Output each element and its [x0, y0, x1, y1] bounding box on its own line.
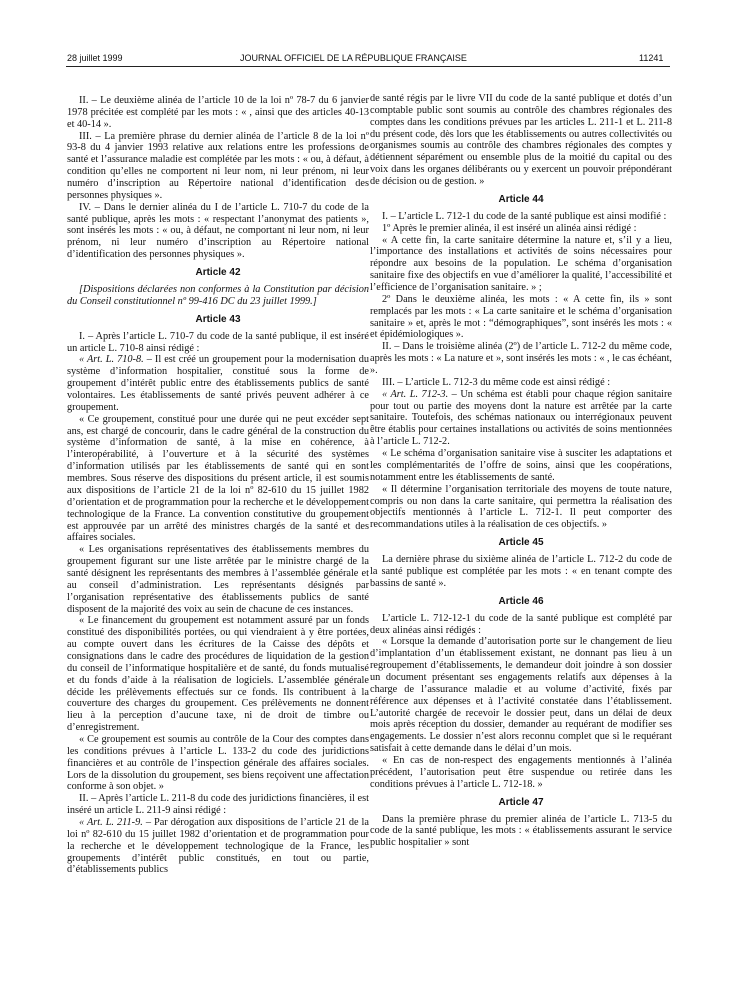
paragraph: II. – Dans le troisième alinéa (2º) de l’article L. 712-2 du même code, après les mots : « La nature et », sont insérés les mots : « , le cas échéant, ».	[370, 341, 672, 377]
paragraph: de santé régis par le livre VII du code de la santé publique et dotés d’un comptable public sont soumis au contrôle des chambres régionales des comptes dans les conditions prévues par les articles L. 211-1 et L. 211-8 du présent code, dès lors que les établissements ou autres collectivités ou organismes soumis au contrôle des chambres régionales des comptes y détiennent séparément ou ensemble plus de la moitié du capital ou des voix dans les organes délibérants ou y exercent un pouvoir prépondérant de décision ou de gestion. »	[370, 93, 672, 188]
article-heading: Article 42	[195, 267, 241, 279]
paragraph: I. – L’article L. 712-1 du code de la santé publique est ainsi modifié :	[382, 210, 667, 222]
paragraph: « A cette fin, la carte sanitaire détermine la nature et, s’il y a lieu, l’importance des installations et activités de soins nécessaires pour répondre aux besoins de la population. Le schéma d’organisation sanitaire fixe des objectifs en vue d’améliorer la qualité, l’accessibilité et l’efficience de l’organisation sanitaire. » ;	[370, 234, 672, 294]
paragraph: IV. – Dans le dernier alinéa du I de l’article L. 710-7 du code de la santé publique, après les mots : « respectant l’anonymat des patients », sont insérés les mots : « ou, à défaut, ne comportant ni leur nom, ni leur prénom, ni leur numéro d’inscription au Répertoire national d’identification des personnes physiques ».	[67, 201, 369, 261]
paragraph-text: Un schéma est établi pour chaque région sanitaire pour tout ou partie des moyens dont la nature est arrêtée par la carte sanitaire. Toutefois, des schémas nationaux ou interrégionaux peuvent être établis pour certaines installations ou activités de soins mentionnées à l’article L. 712-2.	[370, 388, 673, 448]
article-heading: Article 43	[195, 313, 241, 325]
article-heading: Article 47	[498, 796, 544, 808]
right-column	[370, 93, 672, 849]
paragraph: II. – Après l’article L. 211-8 du code des juridictions financières, il est inséré un article L. 211-9 ainsi rédigé :	[67, 793, 369, 817]
paragraph	[67, 354, 369, 413]
paragraph: « Le schéma d’organisation sanitaire vise à susciter les adaptations et les complémentarités de l’offre de soins, ainsi que les coopérations, notamment entre les établissements de santé.	[370, 448, 672, 483]
paragraph: « Ce groupement, constitué pour une durée qui ne peut excéder sept ans, est chargé de concourir, dans le cadre général de la construction du système d’information de santé, à la mise en cohérence, à l’interopérabilité, à l’ouverture et à la sécurité des systèmes d’information utilisés par les établissements de santé qui en sont membres. Sous réserve des dispositions du présent article, il est soumis aux dispositions de l’article 21 de la loi nº 82-610 du 15 juillet 1982 d’orientation et de programmation pour la recherche et le développement technologique de la France. La convention constitutive du groupement est approuvée par un arrêté des ministres chargés de la santé et des affaires sociales.	[67, 413, 369, 544]
paragraph: « Les organisations représentatives des établissements membres du groupement figurant sur une liste arrêtée par le ministre chargé de la santé désignent les représentants des membres à l’assemblée générale et au conseil d’administration. Les représentants désignés par l’organisation représentative des établissements publics de santé disposent de la majorité des voix au sein de chacune de ces instances.	[67, 544, 369, 615]
article-heading: Article 45	[498, 537, 544, 549]
paragraph: « Le financement du groupement est notamment assuré par un fonds constitué des disponibilités portées, ou qui viendraient à y être portées, au compte ouvert dans les écritures de la Caisse des dépôts et consignations dans le cadre des procédures de liquidation de la gestion du conseil de l’informatique hospitalière et de santé, du fonds mutualisé et du fonds d’aide à la réalisation de logiciels. L’assemblée générale décide les prélèvements effectués sur ce fonds. Ils contribuent à la couverture des charges du groupement. Ces prélèvements ne donnent lieu à la perception d’aucune taxe, ni de droit de timbre ou d’enregistrement.	[67, 615, 369, 734]
paragraph: 2º Dans le deuxième alinéa, les mots : « A cette fin, ils » sont remplacés par les mots : « La carte sanitaire et le schéma d’organisation sanitaire » et, après le mot : “démographiques”, sont insérés les mots : « et épidémiologiques ».	[370, 293, 672, 341]
header-date: 28 juillet 1999	[67, 53, 123, 63]
paragraph	[67, 817, 369, 876]
article-heading: Article 44	[498, 193, 544, 205]
paragraph: I. – Après l’article L. 710-7 du code de la santé publique, il est inséré un article L. 710-8 ainsi rédigé :	[67, 330, 369, 354]
article-heading: Article 46	[498, 595, 544, 607]
paragraph: Dans la première phrase du premier alinéa de l’article L. 713-5 du code de la santé publique, les mots : « établissements assurant le service public hospitalier » sont	[370, 813, 672, 849]
paragraph: « Il détermine l’organisation territoriale des moyens de toute nature, compris ou non dans la carte sanitaire, qui permettra la réalisation des objectifs mentionnés à l’article L. 712-1. Il peut comporter des recommandations utiles à la réalisation de ces objectifs. »	[370, 483, 672, 531]
paragraph: II. – Le deuxième alinéa de l’article 10 de la loi nº 78-7 du 6 janvier 1978 précitée est complété par les mots : « , ainsi que des articles 40-13 et 40-14 ».	[67, 95, 369, 130]
article-reference: « Art. L. 712-3. –	[382, 388, 457, 400]
paragraph: « En cas de non-respect des engagements mentionnés à l’alinéa précédent, l’autorisation peut être suspendue ou retirée dans les conditions prévues à l’article L. 712-18. »	[370, 754, 672, 790]
censured-provision-note: [Dispositions déclarées non conformes à la Constitution par décision du Conseil constitutionnel nº 99-416 DC du 23 juillet 1999.]	[67, 284, 369, 307]
header-journal-title: JOURNAL OFFICIEL DE LA RÉPUBLIQUE FRANÇAISE	[240, 53, 467, 63]
paragraph: 1º Après le premier alinéa, il est inséré un alinéa ainsi rédigé :	[382, 222, 637, 234]
article-reference: « Art. L. 211-9. –	[79, 816, 151, 828]
paragraph: « Ce groupement est soumis au contrôle de la Cour des comptes dans les conditions prévues à l’article L. 133-2 du code des juridictions financières et au contrôle de l’inspection générale des affaires sociales. Lors de la dissolution du groupement, ses biens reçoivent une affectation conforme à son objet. »	[67, 733, 369, 793]
header-page-number: 11241	[639, 53, 664, 63]
article-reference: « Art. L. 710-8. –	[79, 354, 152, 366]
header-rule	[66, 66, 670, 67]
paragraph	[370, 389, 672, 448]
paragraph: L’article L. 712-12-1 du code de la santé publique est complété par deux alinéas ainsi rédigés :	[370, 612, 672, 636]
paragraph-text: Par dérogation aux dispositions de l’article 21 de la loi nº 82-610 du 15 juillet 1982 d’orientation et de programmation pour la recherche et le développement technologique de la France, les groupements d’intérêt public constitués, en tout ou partie, d’établissements publics	[67, 816, 369, 876]
paragraph: III. – L’article L. 712-3 du même code est ainsi rédigé :	[382, 376, 611, 388]
paragraph: La dernière phrase du sixième alinéa de l’article L. 712-2 du code de la santé publique est complétée par les mots : « en tenant compte des bassins de santé ».	[370, 554, 672, 589]
paragraph-text: Il est créé un groupement pour la modernisation du système d’information hospitalier, constitué sous la forme de groupement d’intérêt public entre des établissements publics de santé volontaires. Les établissements de santé privés peuvent adhérer à ce groupement.	[67, 354, 370, 413]
paragraph: « Lorsque la demande d’autorisation porte sur le changement de lieu d’implantation d’un établissement existant, ne donnant pas lieu à un regroupement d’établissements, le demandeur doit joindre à son dossier un document présentant ses engagements relatifs aux dépenses à la charge de l’assurance maladie et au volume d’activité, fixés par référence aux dépenses et à l’activité constatée dans l’établissement. L’autorité chargée de recevoir le dossier peut, dans un délai de deux mois après réception du dossier, demander au requérant de modifier ses engagements. Le dossier n’est alors reconnu complet que si le requérant satisfait à cette demande dans le délai d’un mois.	[370, 636, 672, 755]
left-column	[67, 95, 369, 876]
paragraph: III. – La première phrase du dernier alinéa de l’article 8 de la loi nº 93-8 du 4 janvier 1993 relative aux relations entre les professions de santé et l’assurance maladie est complétée par les mots : « ou, à défaut, à condition qu’elles ne comportent ni leur nom, ni leur prénom, ni leur numéro d’inscription au Répertoire national d’identification des personnes physiques ».	[67, 130, 369, 201]
